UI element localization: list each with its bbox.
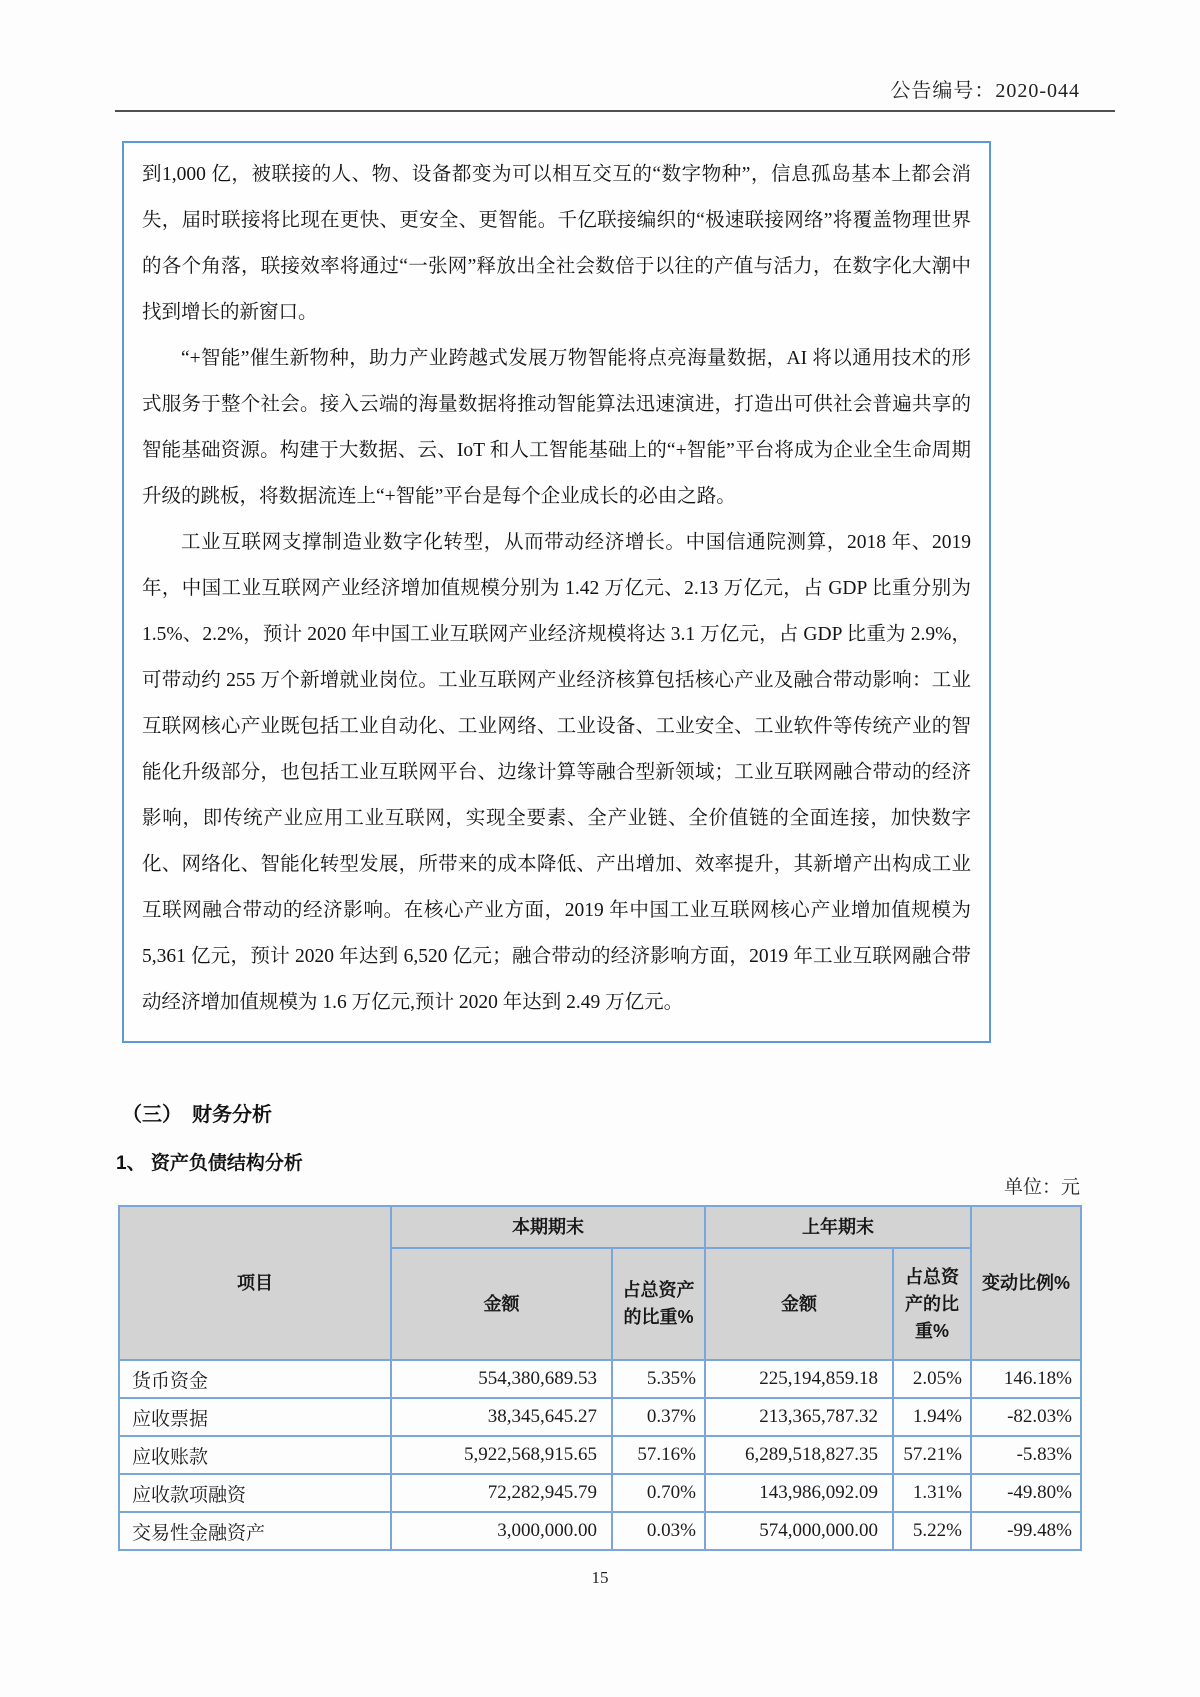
column-header-amount-prior: 金额: [705, 1248, 893, 1360]
prior-amount-cell: 213,365,787.32: [705, 1398, 893, 1436]
change-ratio-cell: -99.48%: [971, 1512, 1081, 1550]
section-heading-financial-analysis: （三） 财务分析: [122, 1104, 272, 1126]
change-ratio-cell: 146.18%: [971, 1360, 1081, 1398]
prior-amount-cell: 574,000,000.00: [705, 1512, 893, 1550]
paragraph-continuation: 到1,000 亿，被联接的人、物、设备都变为可以相互交互的“数字物种”，信息孤岛基本上都会消失，届时联接将比现在更快、更安全、更智能。千亿联接编织的“极速联接网络”将覆盖物理世界的各个角落，联接效率将通过“一张网”释放出全社会数倍于以往的产值与活力，在数字化大潮中找到增长的新窗口。: [142, 164, 971, 323]
current-amount-cell: 5,922,568,915.65: [391, 1436, 612, 1474]
column-header-pct-prior: 占总资产的比重%: [893, 1248, 971, 1360]
table-row-accounts-receivable: [119, 1436, 1081, 1474]
change-ratio-cell: -49.80%: [971, 1474, 1081, 1512]
subsection-heading-balance-structure: 1、 资产负债结构分析: [116, 1153, 303, 1174]
current-amount-cell: 38,345,645.27: [391, 1398, 612, 1436]
current-amount-cell: 554,380,689.53: [391, 1360, 612, 1398]
column-header-change-ratio: 变动比例%: [971, 1206, 1081, 1360]
current-pct-cell: 57.16%: [612, 1436, 705, 1474]
table-header-row-periods: [119, 1206, 1081, 1248]
current-pct-cell: 5.35%: [612, 1360, 705, 1398]
balance-sheet-table: [118, 1205, 1082, 1551]
prior-amount-cell: 6,289,518,827.35: [705, 1436, 893, 1474]
column-header-item: 项目: [119, 1206, 391, 1360]
current-pct-cell: 0.03%: [612, 1512, 705, 1550]
item-cell: 货币资金: [119, 1360, 391, 1398]
current-amount-cell: 72,282,945.79: [391, 1474, 612, 1512]
prior-pct-cell: 1.31%: [893, 1474, 971, 1512]
table-row-monetary-funds: [119, 1360, 1081, 1398]
page-number: 15: [591, 1568, 609, 1587]
column-header-current-period: 本期期末: [391, 1206, 705, 1248]
body-text-box: [122, 141, 991, 1043]
item-cell: 交易性金融资产: [119, 1512, 391, 1550]
header-divider: [115, 110, 1115, 112]
change-ratio-cell: -82.03%: [971, 1398, 1081, 1436]
prior-pct-cell: 57.21%: [893, 1436, 971, 1474]
paragraph-plus-intelligence: “+智能”催生新物种，助力产业跨越式发展万物智能将点亮海量数据，AI 将以通用技术的形式服务于整个社会。接入云端的海量数据将推动智能算法迅速演进，打造出可供社会普遍共享的智能基础资源。构建于大数据、云、IoT 和人工智能基础上的“+智能”平台将成为企业全生命周期升级的跳板，将数据流连上“+智能”平台是每个企业成长的必由之路。: [142, 348, 971, 507]
column-header-prior-period: 上年期末: [705, 1206, 971, 1248]
item-cell: 应收账款: [119, 1436, 391, 1474]
prior-amount-cell: 143,986,092.09: [705, 1474, 893, 1512]
prior-pct-cell: 2.05%: [893, 1360, 971, 1398]
prior-amount-cell: 225,194,859.18: [705, 1360, 893, 1398]
current-amount-cell: 3,000,000.00: [391, 1512, 612, 1550]
item-cell: 应收款项融资: [119, 1474, 391, 1512]
prior-pct-cell: 5.22%: [893, 1512, 971, 1550]
table-row-trading-financial-assets: [119, 1512, 1081, 1550]
announcement-number: 公告编号：2020-044: [890, 80, 1080, 102]
column-header-amount-current: 金额: [391, 1248, 612, 1360]
item-cell: 应收票据: [119, 1398, 391, 1436]
paragraph-industrial-internet: 工业互联网支撑制造业数字化转型，从而带动经济增长。中国信通院测算，2018 年、2019 年，中国工业互联网产业经济增加值规模分别为 1.42 万亿元、2.13 万亿元，占 GDP 比重分别为 1.5%、2.2%，预计 2020 年中国工业互联网产业经济规模将达 3.1 万亿元，占 GDP 比重为 2.9%，可带动约 255 万个新增就业岗位。工业互联网产业经济核算包括核心产业及融合带动影响：工业互联网核心产业既包括工业自动化、工业网络、工业设备、工业安全、工业软件等传统产业的智能化升级部分，也包括工业互联网平台、边缘计算等融合型新领域；工业互联网融合带动的经济影响，即传统产业应用工业互联网，实现全要素、全产业链、全价值链的全面连接，加快数字化、网络化、智能化转型发展，所带来的成本降低、产出增加、效率提升，其新增产出构成工业互联网融合带动的经济影响。在核心产业方面，2019 年中国工业互联网核心产业增加值规模为 5,361 亿元，预计 2020 年达到 6,520 亿元；融合带动的经济影响方面，2019 年工业互联网融合带动经济增加值规模为 1.6 万亿元,预计 2020 年达到 2.49 万亿元。: [142, 532, 971, 1013]
table-row-receivables-financing: [119, 1474, 1081, 1512]
prior-pct-cell: 1.94%: [893, 1398, 971, 1436]
current-pct-cell: 0.37%: [612, 1398, 705, 1436]
table-row-notes-receivable: [119, 1398, 1081, 1436]
unit-label: 单位：元: [1003, 1177, 1080, 1198]
change-ratio-cell: -5.83%: [971, 1436, 1081, 1474]
column-header-pct-current: 占总资产的比重%: [612, 1248, 705, 1360]
current-pct-cell: 0.70%: [612, 1474, 705, 1512]
